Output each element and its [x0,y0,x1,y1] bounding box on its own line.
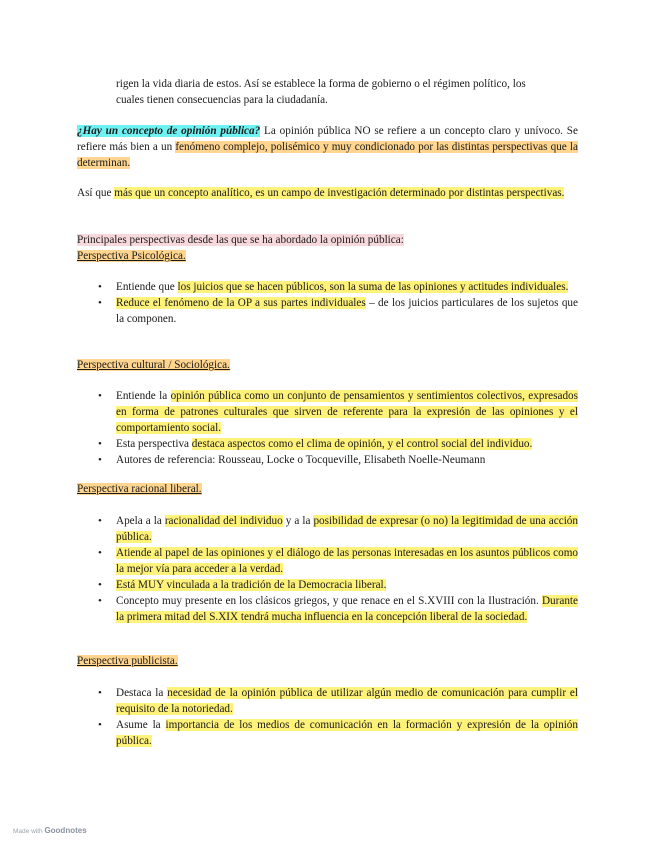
list-item: • Esta perspectiva destaca aspectos como el clima de opinión, y el control social del individuo. [77,436,578,452]
list-item: • Apela a la racionalidad del individuo y a la posibilidad de expresar (o no) la legitimidad de una acción pública. [77,513,578,545]
asi-paragraph [77,185,578,201]
made-with-label: Made with [13,828,43,835]
list-item: • Reduce el fenómeno de la OP a sus partes individuales – de los juicios particulares de los sujetos que la componen. [77,295,578,327]
intro-paragraph [116,76,578,108]
list-liberal [77,513,578,625]
intro-line-1: rigen la vida diaria de estos. Así se establece la forma de gobierno o el régimen político, los [116,78,526,90]
heading-cultural: Perspectiva cultural / Sociológica. [77,359,230,371]
list-item: • Está MUY vinculada a la tradición de la Democracia liberal. [77,577,578,593]
list-psicologica [77,279,578,327]
goodnotes-logo [13,826,87,835]
section-publicista [77,653,578,669]
section-cultural [77,357,578,373]
list-item: • Atiende al papel de las opiniones y el diálogo de las personas interesadas en los asuntos públicos como la mejor vía para acceder a la verdad. [77,545,578,577]
asi-highlight: más que un concepto analítico, es un campo de investigación determinado por distintas perspectivas. [114,187,565,199]
concept-paragraph [77,123,578,171]
heading-publicista: Perspectiva publicista. [77,655,178,667]
list-cultural [77,388,578,468]
perspectives-intro [77,232,578,264]
list-item: • Autores de referencia: Rousseau, Locke o Tocqueville, Elisabeth Noelle-Neumann [77,452,578,468]
list-item: • Destaca la necesidad de la opinión pública de utilizar algún medio de comunicación para cumplir el requisito de la notoriedad. [77,685,578,717]
concept-highlight: fenómeno complejo, polisémico y muy condicionado por las distintas perspectivas que la determinan. [77,141,578,169]
heading-liberal: Perspectiva racional liberal. [77,483,202,495]
list-item: • Asume la importancia de los medios de comunicación en la formación y expresión de la opinión pública. [77,717,578,749]
intro-line-2: cuales tienen consecuencias para la ciudadanía. [116,94,328,106]
heading-psicologica: Perspectiva Psicológica. [77,250,186,262]
list-publicista [77,685,578,749]
concept-question: ¿Hay un concepto de opinión pública? [77,125,261,137]
asi-text: Así que [77,187,115,199]
goodnotes-brand: Goodnotes [44,826,87,835]
list-item: • Entiende la opinión pública como un conjunto de pensamientos y sentimientos colectivos, expresados en forma de patrones culturales que sirven de referente para la expresión de las opiniones y el comportamiento social. [77,388,578,436]
list-item: • Entiende que los juicios que se hacen públicos, son la suma de las opiniones y actitudes individuales. [77,279,578,295]
perspectives-intro-text: Principales perspectivas desde las que se ha abordado la opinión pública: [77,234,404,246]
list-item: • Concepto muy presente en los clásicos griegos, y que renace en el S.XVIII con la Ilustración. Durante la primera mitad del S.XIX tendrá mucha influencia en la concepción liberal de la sociedad. [77,593,578,625]
section-liberal [77,481,578,497]
concept-text: La opinión pública NO se refiere a un concepto claro y unívoco. Se refiere más bien a un [77,125,578,153]
